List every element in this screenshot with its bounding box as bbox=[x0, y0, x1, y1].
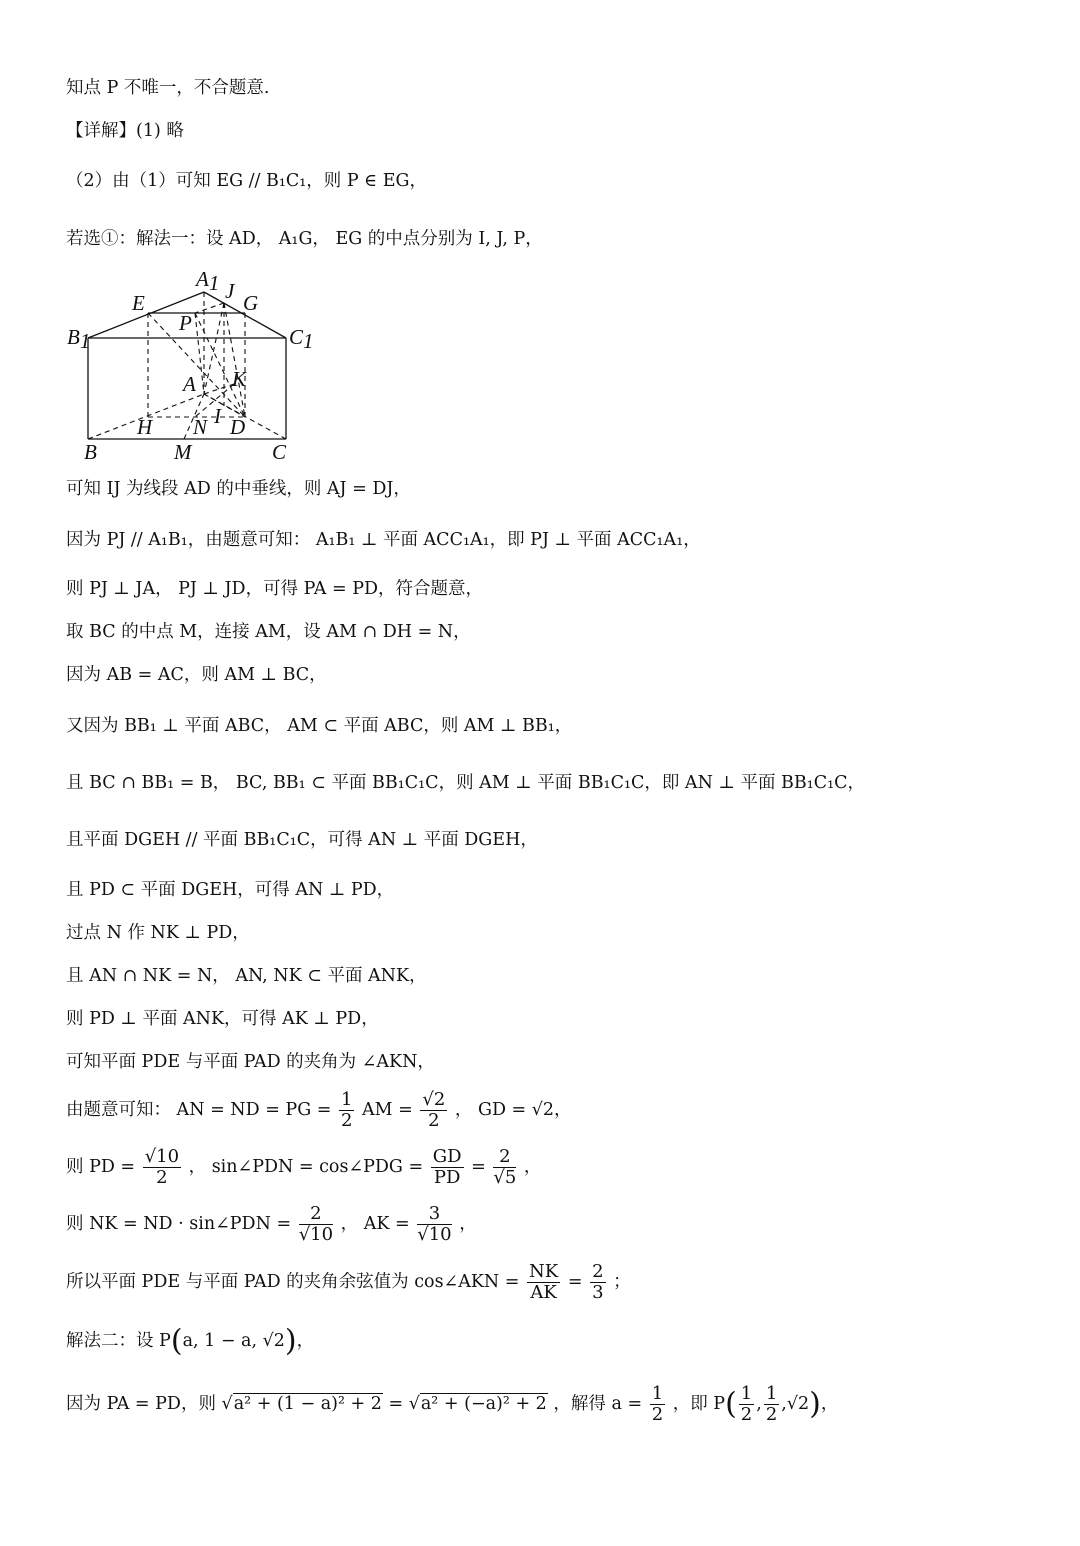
label-M: M bbox=[174, 440, 192, 464]
label-P: P bbox=[179, 311, 192, 335]
fraction: $\frac{2}{√10}$ bbox=[298, 1203, 334, 1245]
label-H: H bbox=[137, 415, 153, 439]
label-J: J bbox=[225, 279, 235, 303]
label-D: D bbox=[230, 415, 246, 439]
equation-line: 所以平面 PDE 与平面 PAD 的夹角余弦值为 cos∠AKN = $\frac{NK}{AK}$ = $\frac{2}{3}$ ； bbox=[66, 1261, 631, 1303]
text-line: 若选①：解法一：设 AD， A₁G， EG 的中点分别为 I, J, P， bbox=[66, 229, 543, 249]
equation-line: 因为 PA = PD，则 √a² + (1 − a)² + 2 = √a² + (−a)² + 2 ，解得 a = $\frac{1}{2}$ ，即 P( $\frac{1}{2}$ , $\frac{1}{2}$ ,√2)， bbox=[66, 1383, 839, 1425]
text-line: 因为 PJ // A₁B₁，由题意可知： A₁B₁ ⊥ 平面 ACC₁A₁，即 PJ ⊥ 平面 ACC₁A₁， bbox=[66, 530, 701, 550]
label-K: K bbox=[232, 367, 247, 391]
geometry-figure bbox=[62, 266, 322, 468]
fraction: $\frac{2}{3}$ bbox=[592, 1261, 604, 1303]
text-line: 因为 AB = AC，则 AM ⊥ BC， bbox=[66, 665, 327, 685]
equation-line: 解法二：设 P(a, 1 − a, √2)， bbox=[66, 1323, 315, 1359]
fraction: $\frac{√10}{2}$ bbox=[144, 1146, 180, 1188]
label-C1: C1 bbox=[289, 325, 314, 353]
label-A1: A1 bbox=[196, 267, 220, 295]
label-E: E bbox=[132, 291, 145, 315]
text-line: 且 AN ∩ NK = N， AN, NK ⊂ 平面 ANK， bbox=[66, 966, 427, 986]
text-line: 则 PD ⊥ 平面 ANK，可得 AK ⊥ PD， bbox=[66, 1009, 379, 1029]
label-N: N bbox=[193, 415, 208, 439]
text-line: 又因为 BB₁ ⊥ 平面 ABC， AM ⊂ 平面 ABC，则 AM ⊥ BB₁， bbox=[66, 716, 573, 736]
text-line: 取 BC 的中点 M，连接 AM，设 AM ∩ DH = N， bbox=[66, 622, 471, 642]
text-line: 且 PD ⊂ 平面 DGEH，可得 AN ⊥ PD， bbox=[66, 880, 395, 900]
text-line: 可知平面 PDE 与平面 PAD 的夹角为 ∠AKN， bbox=[66, 1052, 435, 1072]
equation-line: 则 NK = ND · sin∠PDN = $\frac{2}{√10}$ ， AK = $\frac{3}{√10}$ ， bbox=[66, 1203, 477, 1245]
equation-line: 由题意可知： AN = ND = PG = $\frac{1}{2}$ AM = $\frac{√2}{2}$ ， GD = √2， bbox=[66, 1089, 572, 1131]
text-line: 且平面 DGEH // 平面 BB₁C₁C，可得 AN ⊥ 平面 DGEH， bbox=[66, 830, 538, 850]
fraction: $\frac{√2}{2}$ bbox=[422, 1089, 446, 1131]
text-line: 可知 IJ 为线段 AD 的中垂线，则 AJ = DJ， bbox=[66, 479, 411, 499]
text-line: 且 BC ∩ BB₁ = B， BC, BB₁ ⊂ 平面 BB₁C₁C，则 AM ⊥ 平面 BB₁C₁C，即 AN ⊥ 平面 BB₁C₁C， bbox=[66, 773, 866, 793]
fraction: $\frac{GD}{PD}$ bbox=[432, 1146, 462, 1188]
detail-heading: 【详解】(1) 略 bbox=[66, 121, 184, 141]
text-line: 知点 P 不唯一，不合题意. bbox=[66, 78, 270, 98]
fraction: $\frac{1}{2}$ bbox=[740, 1383, 753, 1425]
fraction: $\frac{1}{2}$ bbox=[765, 1383, 778, 1425]
fraction: $\frac{3}{√10}$ bbox=[417, 1203, 452, 1245]
label-B1: B1 bbox=[67, 325, 91, 353]
fraction: $\frac{2}{√5}$ bbox=[493, 1146, 517, 1188]
label-B: B bbox=[84, 440, 97, 464]
text-line: 则 PJ ⊥ JA， PJ ⊥ JD，可得 PA = PD，符合题意， bbox=[66, 579, 484, 599]
label-C: C bbox=[272, 440, 287, 464]
label-A: A bbox=[183, 372, 196, 396]
fraction: $\frac{1}{2}$ bbox=[651, 1383, 664, 1425]
fraction: $\frac{NK}{AK}$ bbox=[529, 1261, 559, 1303]
text-line: （2）由（1）可知 EG // B₁C₁，则 P ∈ EG， bbox=[66, 171, 427, 191]
label-I: I bbox=[214, 404, 221, 428]
equation-line: 则 PD = $\frac{√10}{2}$ ， sin∠PDN = cos∠PDG = $\frac{GD}{PD}$ = $\frac{2}{√5}$ ， bbox=[66, 1146, 542, 1188]
label-G: G bbox=[243, 291, 259, 315]
fraction: $\frac{1}{2}$ bbox=[341, 1089, 353, 1131]
text-line: 过点 N 作 NK ⊥ PD， bbox=[66, 923, 250, 943]
